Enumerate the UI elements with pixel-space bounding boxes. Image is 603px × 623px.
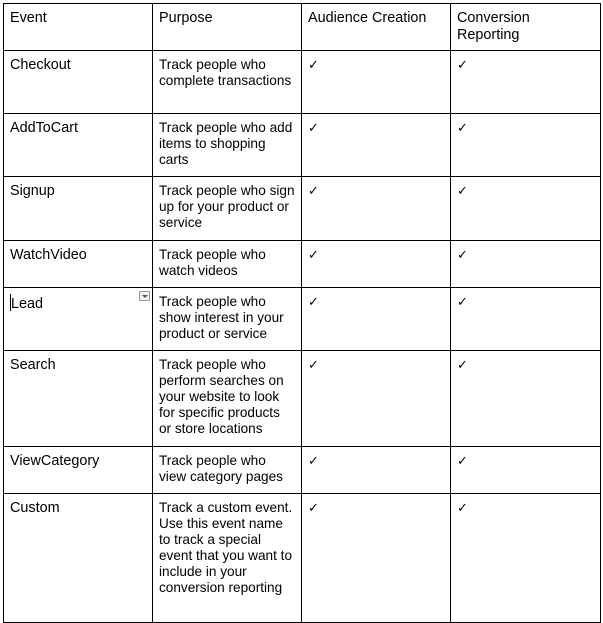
- table-row: [4, 351, 601, 447]
- table-row: [4, 114, 601, 177]
- check-mark-icon: ✓: [457, 295, 468, 310]
- audience-creation-cell[interactable]: [302, 447, 451, 494]
- purpose-text: Track people who sign up for your product or service: [159, 183, 295, 230]
- purpose-text: Track people who show interest in your product or service: [159, 294, 284, 341]
- event-name: Lead: [11, 296, 44, 312]
- purpose-text: Track people who watch videos: [159, 247, 266, 278]
- audience-creation-cell[interactable]: [302, 494, 451, 623]
- audience-creation-cell[interactable]: [302, 351, 451, 447]
- header-row: [4, 4, 601, 51]
- conversion-reporting-cell[interactable]: [451, 351, 601, 447]
- header-event[interactable]: Event: [4, 4, 153, 51]
- event-name: WatchVideo: [10, 247, 87, 263]
- event-name: Custom: [10, 500, 60, 516]
- table-row: [4, 241, 601, 288]
- conversion-reporting-cell[interactable]: [451, 114, 601, 177]
- audience-creation-cell[interactable]: [302, 51, 451, 114]
- event-name: Signup: [10, 183, 55, 199]
- check-mark-icon: ✓: [308, 295, 319, 310]
- purpose-text: Track people who add items to shopping carts: [159, 120, 293, 167]
- check-mark-icon: ✓: [308, 248, 319, 263]
- audience-creation-cell[interactable]: [302, 288, 451, 351]
- event-name: ViewCategory: [10, 453, 100, 469]
- table-row: [4, 51, 601, 114]
- event-cell[interactable]: [4, 51, 153, 114]
- check-mark-icon: ✓: [457, 121, 468, 136]
- conversion-reporting-cell[interactable]: [451, 288, 601, 351]
- purpose-cell[interactable]: [153, 447, 302, 494]
- conversion-reporting-cell[interactable]: [451, 494, 601, 623]
- audience-creation-cell[interactable]: [302, 177, 451, 241]
- purpose-cell[interactable]: [153, 51, 302, 114]
- conversion-reporting-cell[interactable]: [451, 447, 601, 494]
- check-mark-icon: ✓: [457, 454, 468, 469]
- event-cell[interactable]: [4, 288, 153, 351]
- check-mark-icon: ✓: [457, 248, 468, 263]
- header-purpose[interactable]: Purpose: [153, 4, 302, 51]
- purpose-cell[interactable]: [153, 177, 302, 241]
- events-table: [3, 3, 601, 623]
- check-mark-icon: ✓: [457, 184, 468, 199]
- purpose-cell[interactable]: [153, 351, 302, 447]
- table-body: [4, 51, 601, 623]
- event-name: Checkout: [10, 57, 71, 73]
- conversion-reporting-cell[interactable]: [451, 177, 601, 241]
- check-mark-icon: ✓: [308, 121, 319, 136]
- event-cell[interactable]: [4, 177, 153, 241]
- check-mark-icon: ✓: [457, 358, 468, 373]
- chevron-down-icon[interactable]: [139, 291, 150, 301]
- purpose-text: Track people who complete transactions: [159, 57, 292, 88]
- check-mark-icon: ✓: [457, 501, 468, 516]
- event-name: AddToCart: [10, 120, 78, 136]
- header-conversion-reporting[interactable]: Conversion Reporting: [451, 4, 601, 51]
- header-audience-creation[interactable]: Audience Creation: [302, 4, 451, 51]
- audience-creation-cell[interactable]: [302, 114, 451, 177]
- purpose-cell[interactable]: [153, 494, 302, 623]
- check-mark-icon: ✓: [308, 358, 319, 373]
- conversion-reporting-cell[interactable]: [451, 241, 601, 288]
- purpose-text: Track people who perform searches on your website to look for specific products or store locations: [159, 357, 284, 436]
- check-mark-icon: ✓: [308, 184, 319, 199]
- table-row: [4, 447, 601, 494]
- event-name: Search: [10, 357, 56, 373]
- event-cell[interactable]: [4, 494, 153, 623]
- purpose-text: Track people who view category pages: [159, 453, 283, 484]
- table-row: [4, 288, 601, 351]
- check-mark-icon: ✓: [308, 454, 319, 469]
- check-mark-icon: ✓: [308, 501, 319, 516]
- table-row: [4, 494, 601, 623]
- purpose-cell[interactable]: [153, 288, 302, 351]
- event-cell[interactable]: [4, 351, 153, 447]
- event-cell[interactable]: [4, 447, 153, 494]
- table-row: [4, 177, 601, 241]
- event-cell[interactable]: [4, 241, 153, 288]
- conversion-reporting-cell[interactable]: [451, 51, 601, 114]
- purpose-text: Track a custom event. Use this event name to track a special event that you want to include in your conversion reporting: [159, 500, 293, 595]
- audience-creation-cell[interactable]: [302, 241, 451, 288]
- purpose-cell[interactable]: [153, 114, 302, 177]
- check-mark-icon: ✓: [308, 58, 319, 73]
- purpose-cell[interactable]: [153, 241, 302, 288]
- event-cell[interactable]: [4, 114, 153, 177]
- check-mark-icon: ✓: [457, 58, 468, 73]
